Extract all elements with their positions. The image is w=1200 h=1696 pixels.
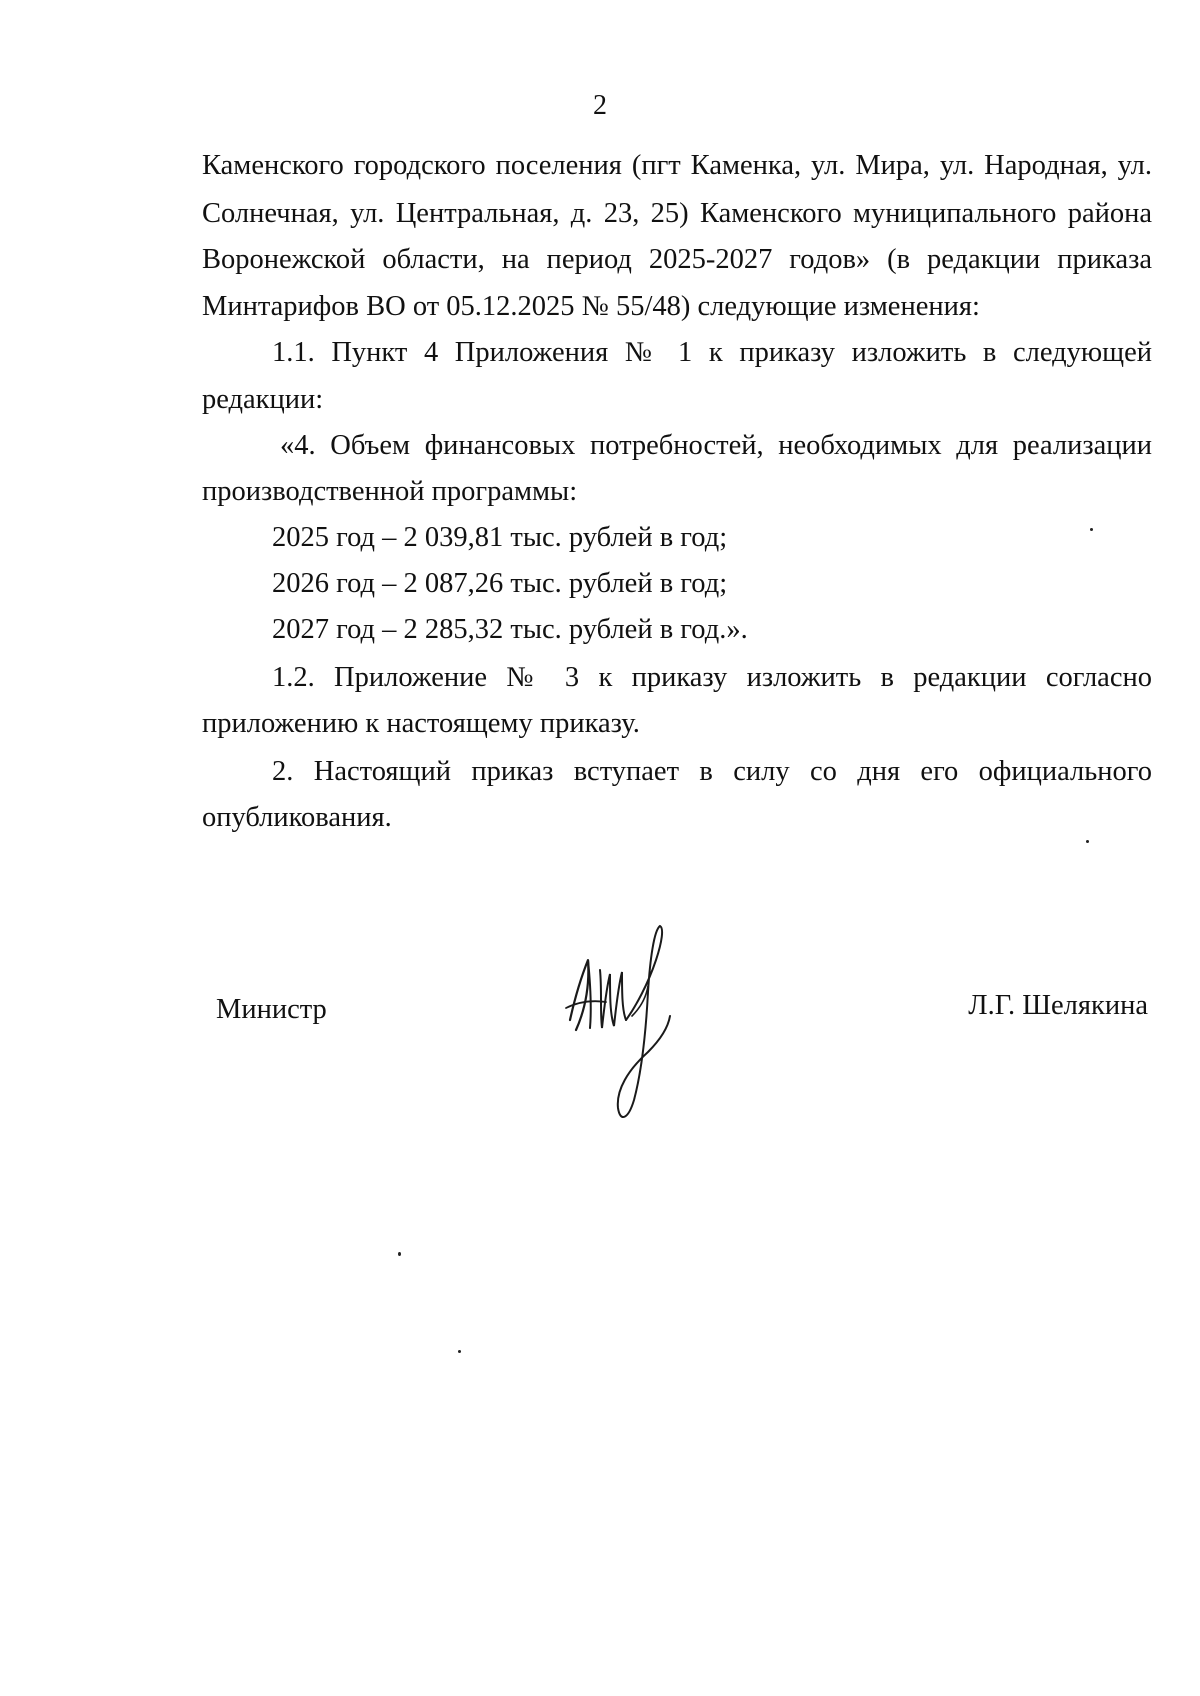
scan-speck	[1090, 528, 1093, 531]
body-line-14: 2. Настоящий приказ вступает в силу со дня его официального	[272, 756, 1152, 787]
body-line-8: производственной программы:	[202, 476, 578, 507]
signatory-position: Министр	[216, 994, 327, 1025]
body-line-11: 2027 год – 2 285,32 тыс. рублей в год.».	[272, 614, 748, 645]
scan-speck	[398, 1252, 401, 1256]
body-line-13: приложению к настоящему приказу.	[202, 708, 640, 739]
body-line-6: редакции:	[202, 384, 324, 415]
body-line-12: 1.2. Приложение № 3 к приказу изложить в редакции согласно	[272, 662, 1152, 693]
scan-speck	[458, 1350, 461, 1353]
body-line-9: 2025 год – 2 039,81 тыс. рублей в год;	[272, 522, 728, 553]
body-line-15: опубликования.	[202, 802, 392, 833]
page-number: 2	[593, 90, 607, 121]
body-line-7: «4. Объем финансовых потребностей, необходимых для реализации	[280, 430, 1152, 461]
body-line-10: 2026 год – 2 087,26 тыс. рублей в год;	[272, 568, 728, 599]
body-line-3: Воронежской области, на период 2025-2027 годов» (в редакции приказа	[202, 244, 1152, 275]
signatory-name: Л.Г. Шелякина	[968, 990, 1148, 1021]
body-line-1: Каменского городского поселения (пгт Каменка, ул. Мира, ул. Народная, ул.	[202, 150, 1152, 181]
body-line-2: Солнечная, ул. Центральная, д. 23, 25) Каменского муниципального района	[202, 198, 1152, 229]
body-line-4: Минтарифов ВО от 05.12.2025 № 55/48) следующие изменения:	[202, 291, 980, 322]
handwritten-signature	[560, 920, 700, 1130]
body-line-5: 1.1. Пункт 4 Приложения № 1 к приказу изложить в следующей	[272, 337, 1152, 368]
scan-speck	[1086, 840, 1089, 843]
